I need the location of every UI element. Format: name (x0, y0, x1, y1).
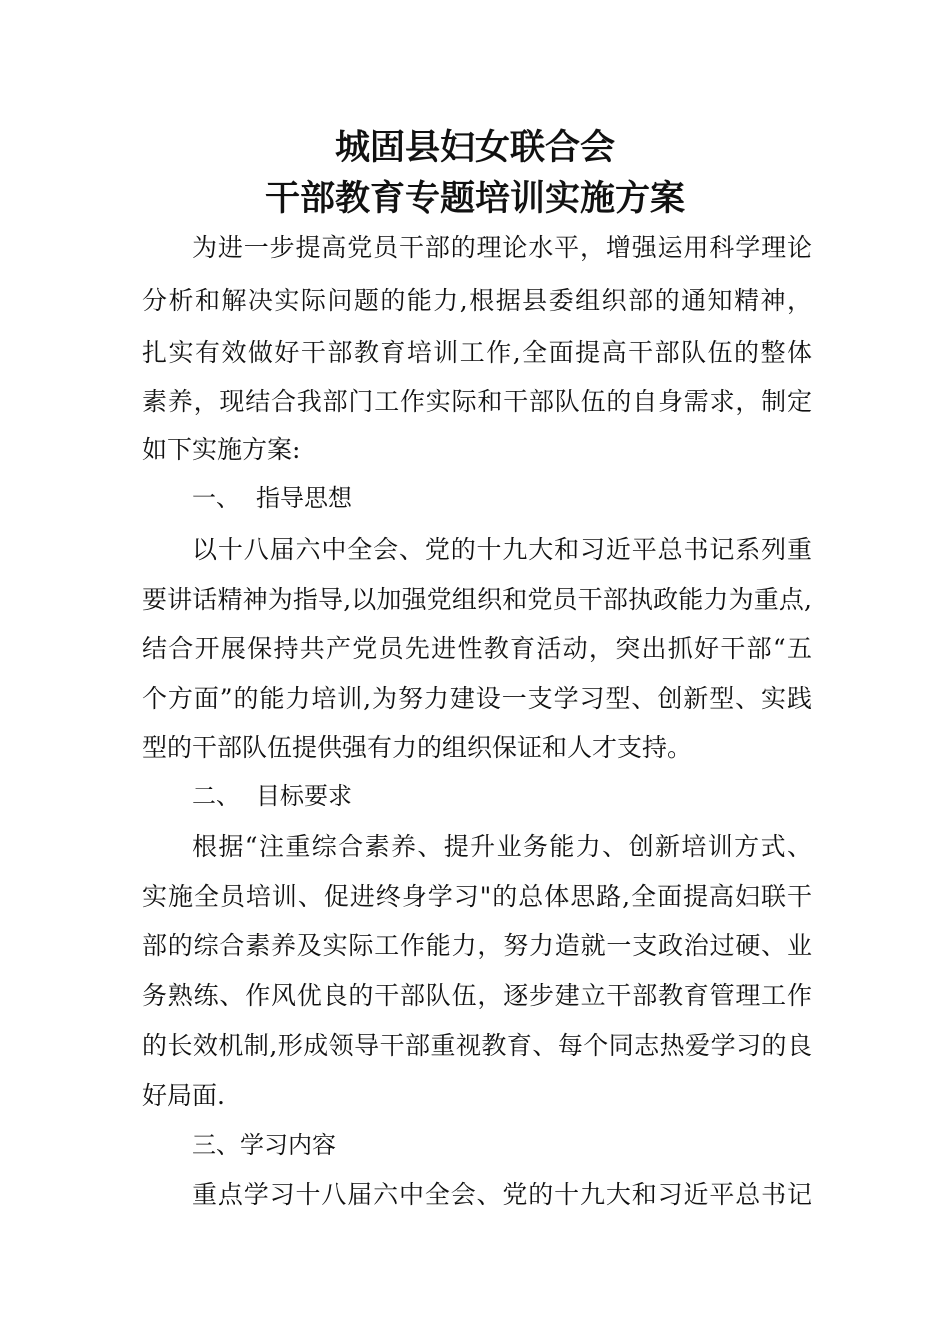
section-2-title: 目标要求 (256, 782, 352, 810)
section-1-line: 以十八届六中全会、党的十九大和习近平总书记系列重 (192, 535, 812, 564)
section-3-line: 重点学习十八届六中全会、党的十九大和习近平总书记 (192, 1180, 812, 1209)
section-2-line: 的长效机制,形成领导干部重视教育、每个同志热爱学习的良 (142, 1031, 812, 1060)
section-1-title: 指导思想 (256, 484, 352, 512)
section-2-heading (192, 780, 352, 812)
section-2-line: 实施全员培训、促进终身学习"的总体思路,全面提高妇联干 (142, 882, 812, 911)
section-1-line: 结合开展保持共产党员先进性教育活动，突出抓好干部“五 (142, 634, 812, 663)
intro-line: 为进一步提高党员干部的理论水平，增强运用科学理论 (192, 233, 812, 262)
section-1-line: 个方面”的能力培训,为努力建设一支学习型、创新型、实践 (142, 684, 812, 713)
section-2-line: 务熟练、作风优良的干部队伍，逐步建立干部教育管理工作 (142, 981, 812, 1010)
section-1-line: 型的干部队伍提供强有力的组织保证和人才支持。 (142, 733, 693, 762)
intro-line: 分析和解决实际问题的能力,根据县委组织部的通知精神， (142, 286, 812, 315)
section-2-line: 部的综合素养及实际工作能力，努力造就一支政治过硬、业 (142, 931, 812, 960)
document-title-line-1: 城固县妇女联合会 (334, 127, 615, 168)
section-1-heading (192, 482, 352, 514)
document-title-line-2: 干部教育专题培训实施方案 (264, 178, 685, 219)
section-2-number: 二、 (192, 782, 240, 810)
intro-line: 素养，现结合我部门工作实际和干部队伍的自身需求，制定 (142, 387, 812, 416)
section-1-line: 要讲话精神为指导,以加强党组织和党员干部执政能力为重点, (142, 585, 812, 614)
intro-line: 扎实有效做好干部教育培训工作,全面提高干部队伍的整体 (142, 338, 812, 367)
section-2-line: 好局面. (142, 1081, 225, 1110)
section-1-number: 一、 (192, 484, 240, 512)
section-2-line: 根据“注重综合素养、提升业务能力、创新培训方式、 (192, 832, 812, 861)
intro-line: 如下实施方案: (142, 435, 301, 464)
section-3-heading: 三、学习内容 (192, 1131, 336, 1159)
